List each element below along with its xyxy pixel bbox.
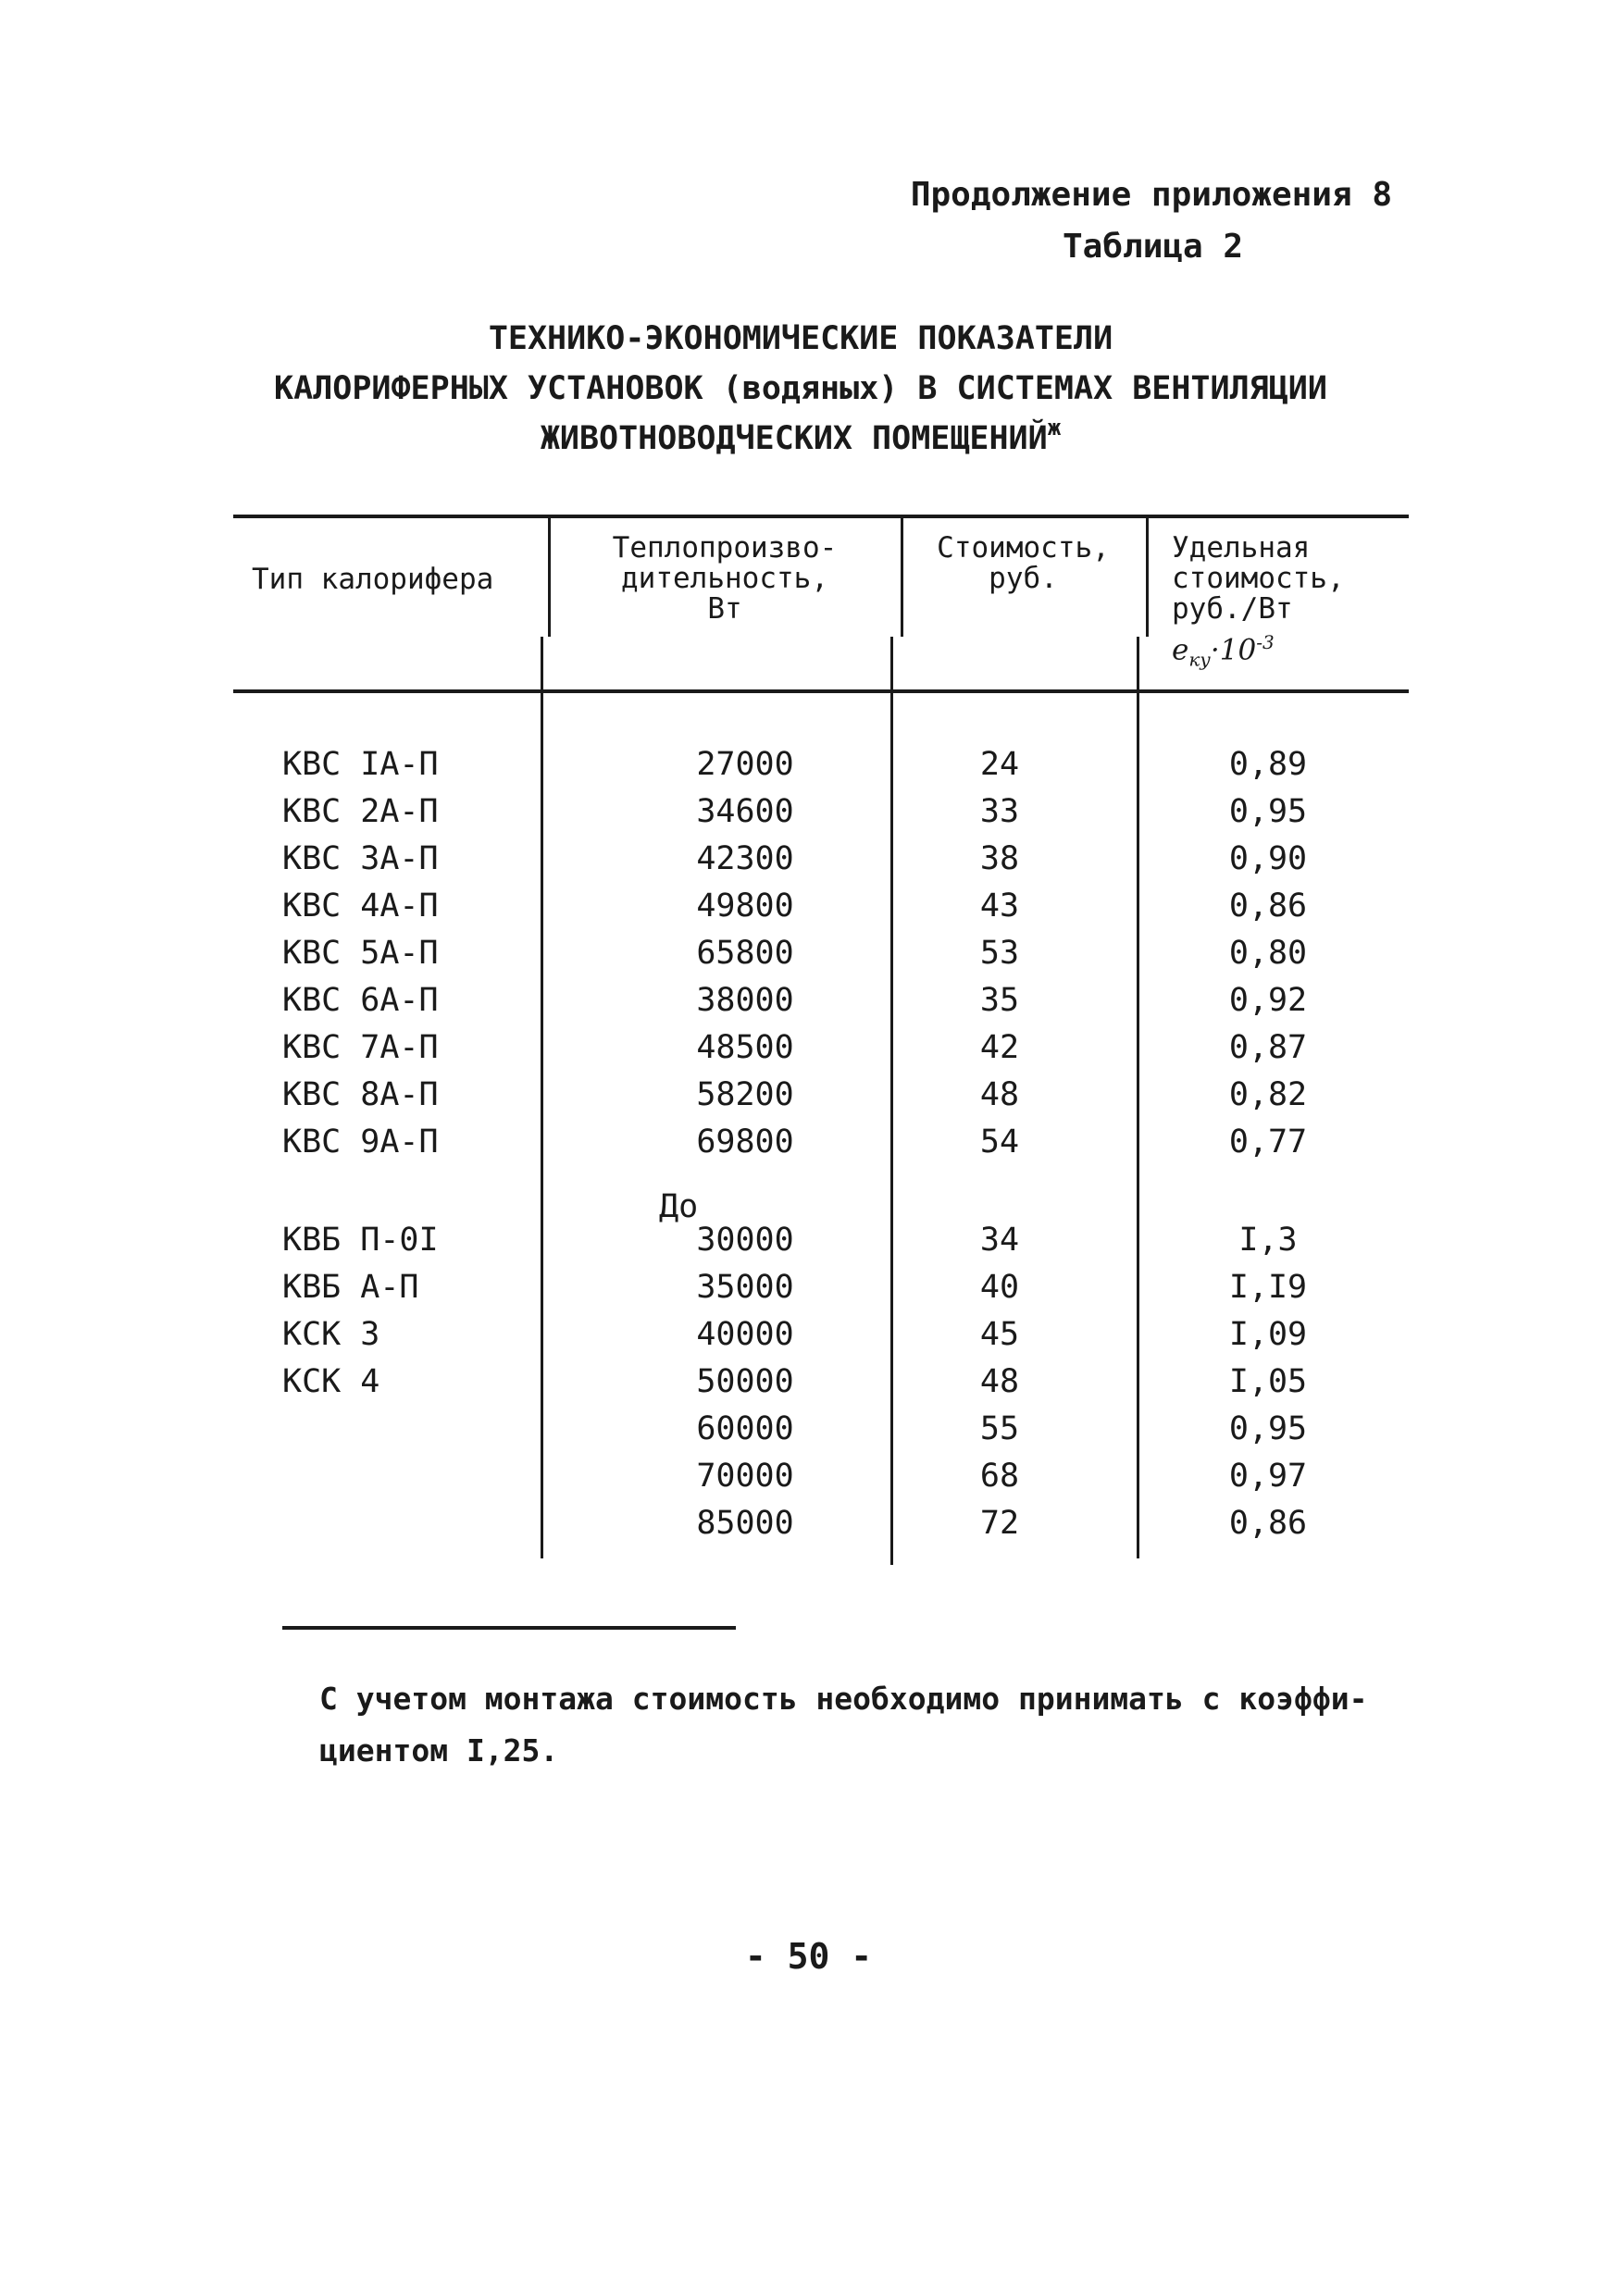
header-specific-cost: Удельная стоимость, руб./Вт [1172, 531, 1345, 626]
heater-type-cell: КВБ А-П [282, 1269, 419, 1306]
table-title-line-2: КАЛОРИФЕРНЫХ УСТАНОВОК (водяных) В СИСТЕМАХ ВЕНТИЛЯЦИИ [274, 370, 1327, 407]
heat-output-cell: 60000 [696, 1410, 794, 1447]
footnote-line-2: циентом I,25. [319, 1732, 559, 1769]
heat-output-cell: 65800 [696, 935, 794, 972]
column-divider-1-lower [541, 637, 543, 1558]
table-header-rule [233, 689, 1409, 693]
table-number-label: Таблица 2 [1063, 228, 1244, 266]
cost-cell: 55 [979, 1410, 1020, 1447]
cost-cell: 72 [979, 1505, 1020, 1542]
cost-cell: 34 [979, 1222, 1020, 1259]
heat-output-cell: 34600 [696, 793, 794, 830]
heat-output-cell: 38000 [696, 982, 794, 1019]
formula-exponent: -3 [1256, 631, 1275, 653]
column-divider-2 [901, 516, 903, 637]
header-cost: Стоимость, руб. [937, 531, 1110, 595]
specific-cost-cell: 0,89 [1228, 746, 1308, 783]
specific-cost-cell: 0,80 [1228, 935, 1308, 972]
heater-type-cell: КВС IА-П [282, 746, 439, 783]
cost-cell: 33 [979, 793, 1020, 830]
heater-type-cell: КВБ П-0I [282, 1222, 439, 1259]
heat-output-cell: 50000 [696, 1363, 794, 1400]
cost-cell: 48 [979, 1363, 1020, 1400]
cost-cell: 53 [979, 935, 1020, 972]
specific-cost-cell: 0,95 [1228, 1410, 1308, 1447]
footnote [319, 1673, 1367, 1777]
heat-output-cell: 69800 [696, 1123, 794, 1160]
heat-output-cell: 27000 [696, 746, 794, 783]
heat-output-cell: 40000 [696, 1316, 794, 1353]
cost-cell: 35 [979, 982, 1020, 1019]
table-title-line-3 [231, 415, 1370, 457]
specific-cost-cell: 0,92 [1228, 982, 1308, 1019]
formula-subscript: ку [1188, 648, 1211, 671]
cost-cell: 54 [979, 1123, 1020, 1160]
heater-type-cell: КВС 3А-П [282, 840, 439, 877]
table-title-line-3-text: ЖИВОТНОВОДЧЕСКИХ ПОМЕЩЕНИЙ [540, 420, 1048, 457]
column-divider-3 [1146, 516, 1149, 637]
heater-type-cell: КВС 6А-П [282, 982, 439, 1019]
heater-type-cell: КВС 2А-П [282, 793, 439, 830]
heater-type-cell: КВС 7А-П [282, 1029, 439, 1066]
header-specific-cost-formula [1172, 627, 1275, 676]
specific-cost-cell: 0,82 [1228, 1076, 1308, 1113]
cost-cell: 45 [979, 1316, 1020, 1353]
cost-cell: 24 [979, 746, 1020, 783]
footnote-separator [282, 1626, 736, 1630]
header-heat-output: Теплопроизво- дительность, Вт [612, 531, 838, 626]
specific-cost-cell: 0,90 [1228, 840, 1308, 877]
upto-label: До [659, 1188, 699, 1225]
heater-type-cell: КВС 8А-П [282, 1076, 439, 1113]
cost-cell: 43 [979, 887, 1020, 925]
heat-output-cell: 42300 [696, 840, 794, 877]
specific-cost-cell: I,I9 [1228, 1269, 1308, 1306]
header-heater-type: Тип калорифера [252, 563, 494, 596]
formula-base: e [1172, 633, 1189, 667]
specific-cost-cell: 0,86 [1228, 1505, 1308, 1542]
heat-output-cell: 49800 [696, 887, 794, 925]
footnote-line-1: С учетом монтажа стоимость необходимо принимать с коэффи- [319, 1681, 1368, 1717]
table-title-line-1: ТЕХНИКО-ЭКОНОМИЧЕСКИЕ ПОКАЗАТЕЛИ [488, 320, 1113, 357]
specific-cost-cell: I,09 [1228, 1316, 1308, 1353]
specific-cost-cell: 0,86 [1228, 887, 1308, 925]
specific-cost-cell: 0,87 [1228, 1029, 1308, 1066]
heat-output-cell: 48500 [696, 1029, 794, 1066]
heater-type-cell: КВС 9А-П [282, 1123, 439, 1160]
heater-type-cell: КВС 5А-П [282, 935, 439, 972]
specific-cost-cell: I,05 [1228, 1363, 1308, 1400]
cost-cell: 68 [979, 1458, 1020, 1495]
specific-cost-cell: 0,95 [1228, 793, 1308, 830]
heat-output-cell: 85000 [696, 1505, 794, 1542]
specific-cost-cell: 0,77 [1228, 1123, 1308, 1160]
column-divider-1 [548, 516, 551, 637]
cost-cell: 48 [979, 1076, 1020, 1113]
specific-cost-cell: I,3 [1238, 1222, 1298, 1259]
table-top-rule [233, 515, 1409, 518]
title-footnote-mark: ж [1047, 415, 1062, 441]
appendix-continuation-label: Продолжение приложения 8 [910, 176, 1392, 214]
page-number: - 50 - [744, 1936, 873, 1977]
heat-output-cell: 35000 [696, 1269, 794, 1306]
specific-cost-cell: 0,97 [1228, 1458, 1308, 1495]
cost-cell: 42 [979, 1029, 1020, 1066]
heat-output-cell: 70000 [696, 1458, 794, 1495]
formula-multiplier: ·10 [1210, 633, 1257, 667]
heater-type-cell: КСК 4 [282, 1363, 380, 1400]
cost-cell: 38 [979, 840, 1020, 877]
heater-type-cell: КСК 3 [282, 1316, 380, 1353]
heat-output-cell: 58200 [696, 1076, 794, 1113]
heater-type-cell: КВС 4А-П [282, 887, 439, 925]
heat-output-cell: 30000 [696, 1222, 794, 1259]
cost-cell: 40 [979, 1269, 1020, 1306]
